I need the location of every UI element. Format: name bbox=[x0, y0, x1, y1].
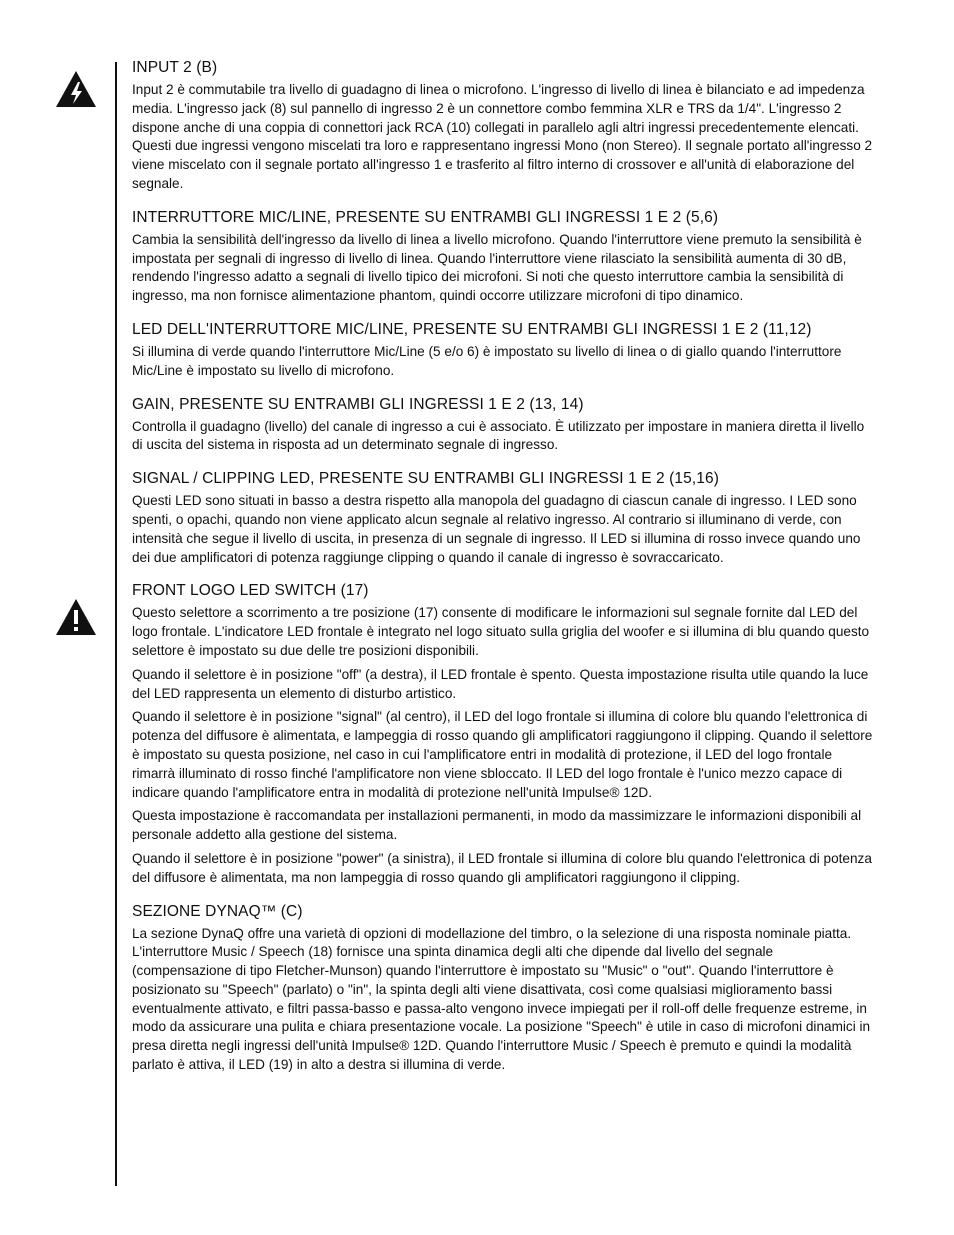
paragraph: Input 2 è commutabile tra livello di guadagno di linea o microfono. L'ingresso di livello di linea è bilanciato e ad impedenza media. L'ingresso jack (8) sul pannello di ingresso 2 è un connettore combo femmina XLR e TRS da 1/4". L'ingresso 2 dispone anche di una coppia di connettori jack RCA (10) collegati in parallelo agli altri ingressi precedentemente elencati. Questi due ingressi vengono miscelati tra loro e rappresentano ingressi Mono (non Stereo). Il segnale portato all'ingresso 2 viene miscelato con il segnale portato all'ingresso 1 e trasferito al filtro interno di crossover e all'unità di elaborazione del segnale. bbox=[132, 82, 873, 191]
paragraph: Quando il selettore è in posizione "power" (a sinistra), il LED frontale si illumina di colore blu quando l'elettronica di potenza del diffusore è alimentata, ma non lampeggia di rosso quando gli amplificatori raggiungono il clipping. bbox=[132, 850, 872, 885]
section-heading: INPUT 2 (B) bbox=[132, 59, 218, 76]
paragraph: La sezione DynaQ offre una varietà di opzioni di modellazione del timbro, o la selezione di una risposta nominale piatta. L'interruttore Music / Speech (18) fornisce una spinta dinamica degli alti che dipende dal livello del segnale (compensazione di tipo Fletcher-Munson) quando l'interruttore è impostato su "Music" o "out". Quando l'interruttore è posizionato su "Speech" (parlato) o "in", la spinta degli alti viene disattivata, così come qualsiasi miglioramento bassi eventualmente attivato, e filtri passa-basso e passa-alto vengono invece impiegati per il roll-off delle frequenze estreme, in modo da assicurare una pulita e chiara presentazione vocale. La posizione "Speech" è utile in caso di microfoni dinamici in presa diretta negli ingressi dell'unità Impulse® 12D. Quando l'interruttore Music / Speech è premuto e quindi la modalità parlato è attiva, il LED (19) in alto a destra si illumina di verde. bbox=[132, 925, 871, 1073]
section-heading: FRONT LOGO LED SWITCH (17) bbox=[132, 582, 369, 600]
section-heading: INTERRUTTORE MIC/LINE, PRESENTE SU ENTRAMBI GLI INGRESSI 1 E 2 (5,6) bbox=[132, 208, 719, 226]
paragraph: Questi LED sono situati in basso a destra rispetto alla manopola del guadagno di ciascun canale di ingresso. I LED sono spenti, o opachi, quando non viene applicato alcun segnale al relativo ingresso. Al contrario si illuminano di verde, con intensità che segue il livello di uscita, in presenza di un segnale di ingresso. Il LED si illumina di rosso invece quando uno dei due amplificatori di potenza raggiunge clipping o quando il canale di ingresso è sovraccaricato. bbox=[132, 493, 861, 565]
electric-shock-warning-icon bbox=[55, 70, 97, 108]
section-heading: SIGNAL / CLIPPING LED, PRESENTE SU ENTRAMBI GLI INGRESSI 1 E 2 (15,16) bbox=[132, 470, 719, 488]
section-mic-line-switch bbox=[132, 208, 874, 306]
section-heading: GAIN, PRESENTE SU ENTRAMBI GLI INGRESSI 1 E 2 (13, 14) bbox=[132, 395, 584, 413]
document-body bbox=[132, 58, 874, 1089]
section-dynaq bbox=[132, 902, 874, 1075]
paragraph: Si illumina di verde quando l'interruttore Mic/Line (5 e/o 6) è impostato su livello di linea o di giallo quando l'interruttore Mic/Line è impostato su livello di microfono. bbox=[132, 343, 842, 378]
paragraph: Questo selettore a scorrimento a tre posizione (17) consente di modificare le informazioni sul segnale fornite dal LED del logo frontale. L'indicatore LED frontale è integrato nel logo situato sulla griglia del woofer e si illumina di blu quando questo selettore è impostato su due delle tre posizioni disponibili. bbox=[132, 605, 870, 658]
paragraph: Quando il selettore è in posizione "off" (a destra), il LED frontale è spento. Questa impostazione risulta utile quando la luce del LED rappresenta un elemento di disturbo artistico. bbox=[132, 666, 869, 701]
section-heading: SEZIONE DYNAQ™ (C) bbox=[132, 902, 303, 920]
paragraph: Cambia la sensibilità dell'ingresso da livello di linea a livello microfono. Quando l'interruttore viene premuto la sensibilità è impostata per segnali di ingresso di livello di linea. Quando l'interruttore viene rilasciato la sensibilità aumenta di 30 dB, rendendo l'ingresso adatto a segnali di livello tipico dei microfoni. Si noti che questo interruttore cambia la sensibilità di ingresso, ma non fornisce alimentazione phantom, quindi occorre utilizzare microfoni di tipo dinamico. bbox=[132, 231, 862, 304]
paragraph: Questa impostazione è raccomandata per installazioni permanenti, in modo da massimizzare le informazioni disponibili al personale addetto alla gestione del sistema. bbox=[132, 808, 862, 843]
section-input-2 bbox=[132, 58, 874, 194]
paragraph: Quando il selettore è in posizione "signal" (al centro), il LED del logo frontale si illumina di colore blu quando l'elettronica di potenza del diffusore è alimentata, e lampeggia di rosso quando gli amplificatori raggiungono il clipping. Quando il selettore è impostato su questa posizione, nel caso in cui l'amplificatore entri in modalità di protezione, il LED del logo frontale rimarrà illuminato di rosso finché l'amplificatore non viene sbloccato. Il LED del logo frontale è l'unico mezzo capace di indicare quando l'amplificatore entra in modalità di protezione nell'unità Impulse® 12D. bbox=[132, 709, 873, 800]
section-gain bbox=[132, 395, 874, 456]
paragraph: Controlla il guadagno (livello) del canale di ingresso a cui è associato. È utilizzato per impostare in maniera diretta il livello di uscita del sistema in risposta ad un determinato segnale di ingresso. bbox=[132, 418, 865, 453]
caution-exclamation-icon bbox=[55, 598, 97, 636]
section-signal-clipping-led bbox=[132, 469, 874, 567]
section-mic-line-led bbox=[132, 320, 874, 381]
section-front-logo-led-switch bbox=[132, 581, 874, 887]
margin-rule bbox=[115, 62, 117, 1186]
section-heading: LED DELL'INTERRUTTORE MIC/LINE, PRESENTE SU ENTRAMBI GLI INGRESSI 1 E 2 (11,12) bbox=[132, 320, 812, 338]
